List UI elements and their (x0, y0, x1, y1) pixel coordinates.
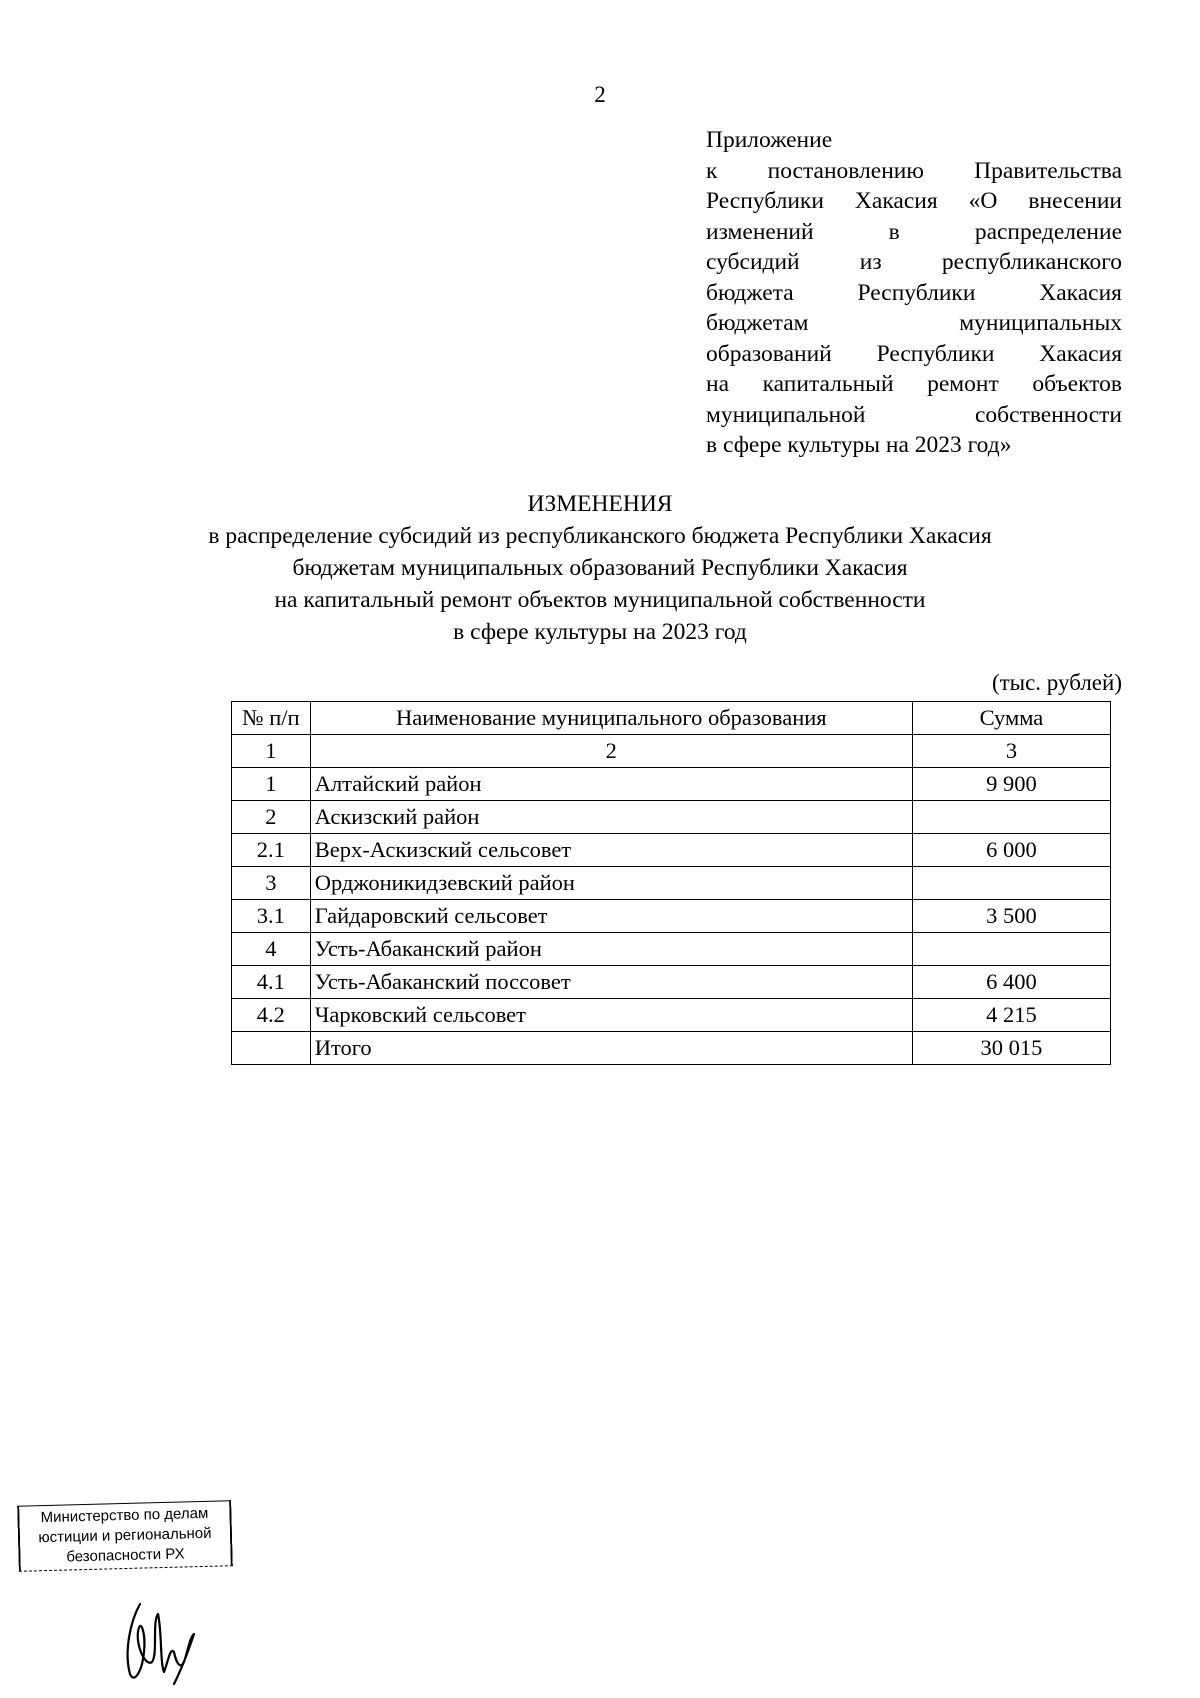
table-index-row (232, 735, 1111, 768)
stamp-line: безопасности РХ (66, 1545, 185, 1566)
row-sum-cell: 6 000 (912, 834, 1110, 867)
table-row (232, 801, 1111, 834)
row-sum-cell: 6 400 (912, 966, 1110, 999)
row-name-cell: Алтайский район (310, 768, 912, 801)
header-sum: Сумма (912, 702, 1110, 735)
row-sum-cell: 30 015 (912, 1032, 1110, 1065)
row-name-cell: Итого (310, 1032, 912, 1065)
subsidy-table (231, 701, 1111, 1065)
row-number-cell: 3 (232, 867, 311, 900)
stamp-line: юстиции и региональной (38, 1524, 212, 1547)
table-row (232, 999, 1111, 1032)
row-name-cell: Усть-Абаканский поссовет (310, 966, 912, 999)
row-sum-cell (912, 801, 1110, 834)
row-name-cell: Аскизский район (310, 801, 912, 834)
appendix-line: на капитальный ремонт объектов (706, 371, 1122, 397)
row-name-cell: Усть-Абаканский район (310, 933, 912, 966)
table-row (232, 768, 1111, 801)
table-row (232, 966, 1111, 999)
unit-label: (тыс. рублей) (991, 670, 1122, 695)
row-number-cell (232, 1032, 311, 1065)
stamp-line: Министерство по делам (40, 1504, 209, 1527)
row-sum-cell (912, 867, 1110, 900)
table-row (232, 834, 1111, 867)
appendix-line: образований Республики Хакасия (706, 340, 1122, 367)
index-cell: 3 (912, 735, 1110, 768)
row-number-cell: 1 (232, 768, 311, 801)
row-sum-cell (912, 933, 1110, 966)
appendix-line: муниципальной собственности (706, 401, 1122, 428)
appendix-line: субсидий из республиканского (706, 249, 1122, 275)
subsidy-table-wrapper (231, 701, 1111, 1065)
table-row (232, 933, 1111, 966)
heading-line: на капитальный ремонт объектов муниципальной собственности (274, 587, 926, 613)
row-name-cell: Гайдаровский сельсовет (310, 900, 912, 933)
row-name-cell: Верх-Аскизский сельсовет (310, 834, 912, 867)
appendix-line: Республики Хакасия «О внесении (706, 188, 1122, 214)
appendix-line: к постановлению Правительства (706, 157, 1122, 184)
index-cell: 2 (310, 735, 912, 768)
row-number-cell: 4.1 (232, 966, 311, 999)
row-number-cell: 4 (232, 933, 311, 966)
table-row (232, 867, 1111, 900)
table-row (232, 1032, 1111, 1065)
table-row (232, 900, 1111, 933)
header-number: № п/п (232, 702, 311, 735)
header-name: Наименование муниципального образования (310, 702, 912, 735)
row-number-cell: 3.1 (232, 900, 311, 933)
row-number-cell: 4.2 (232, 999, 311, 1032)
row-name-cell: Орджоникидзевский район (310, 867, 912, 900)
row-sum-cell: 4 215 (912, 999, 1110, 1032)
row-name-cell: Чарковский сельсовет (310, 999, 912, 1032)
row-sum-cell: 3 500 (912, 900, 1110, 933)
heading-line: в распределение субсидий из республиканского бюджета Республики Хакасия (208, 523, 992, 549)
appendix-line: Приложение (706, 127, 833, 153)
table-header-row (232, 702, 1111, 735)
appendix-line: бюджета Республики Хакасия (706, 279, 1122, 306)
row-number-cell: 2 (232, 801, 311, 834)
ministry-stamp (17, 1500, 233, 1572)
index-cell: 1 (232, 735, 311, 768)
heading-line: в сфере культуры на 2023 год (453, 619, 747, 645)
document-heading (0, 488, 1200, 648)
appendix-line: в сфере культуры на 2023 год» (706, 432, 1012, 458)
page-number: 2 (594, 82, 606, 107)
row-sum-cell: 9 900 (912, 768, 1110, 801)
heading-line: бюджетам муниципальных образований Республики Хакасия (292, 555, 908, 581)
heading-title: ИЗМЕНЕНИЯ (527, 491, 673, 517)
appendix-line: изменений в распределение (706, 218, 1122, 245)
signature-icon (118, 1592, 218, 1687)
appendix-line: бюджетам муниципальных (706, 310, 1122, 336)
appendix-block (706, 125, 1122, 461)
row-number-cell: 2.1 (232, 834, 311, 867)
